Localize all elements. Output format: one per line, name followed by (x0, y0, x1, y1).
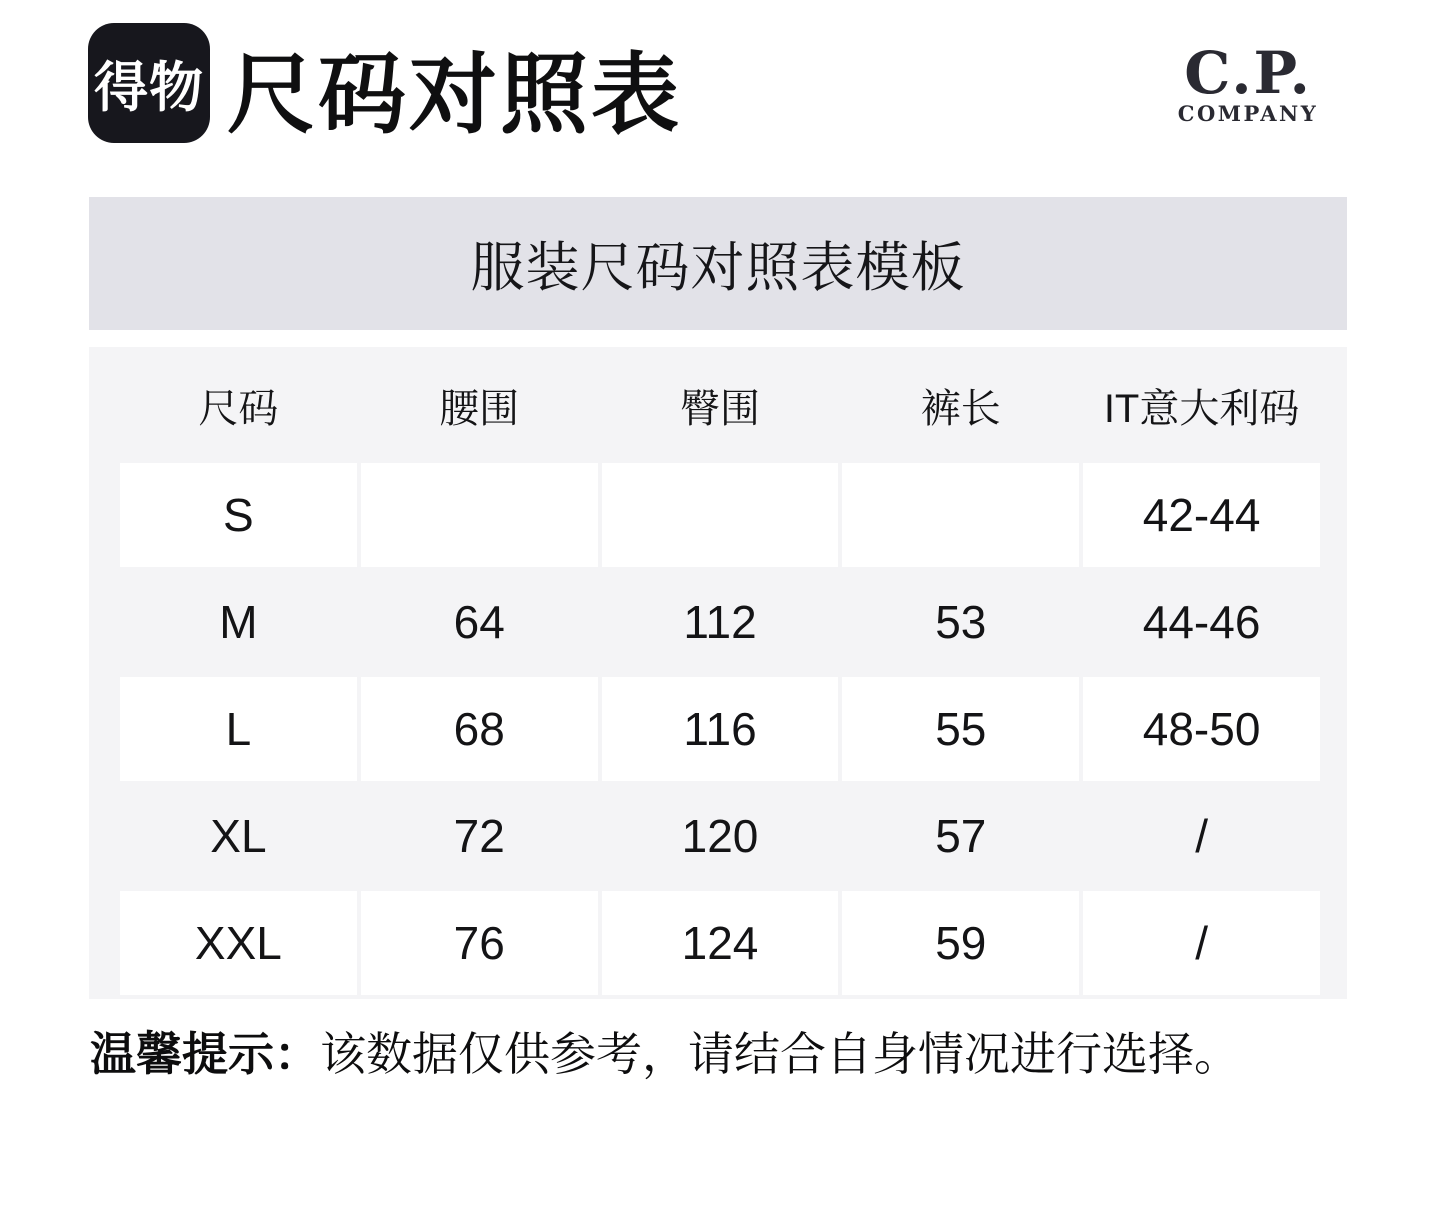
table-cell (842, 463, 1079, 567)
brand-name-company: COMPANY (1177, 101, 1319, 126)
table-cell (361, 463, 598, 567)
table-cell: 44-46 (1142, 596, 1261, 648)
table-cell: M (219, 596, 258, 648)
table-cell: 53 (935, 596, 987, 648)
table-cell: / (1083, 891, 1320, 995)
table-cell: 64 (453, 596, 505, 648)
table-cell: 68 (361, 677, 598, 781)
table-cell: 42-44 (1083, 463, 1320, 567)
column-header: 裤长 (920, 386, 1001, 431)
table-cell: L (120, 677, 357, 781)
table-cell: XL (210, 810, 267, 862)
table-cell: 124 (602, 891, 839, 995)
table-cell: 55 (842, 677, 1079, 781)
table-cell: XXL (120, 891, 357, 995)
table-cell: / (1195, 810, 1208, 862)
table-row (120, 784, 1320, 888)
column-header: IT意大利码 (1103, 386, 1300, 431)
dewu-logo-text: 得物 (94, 57, 204, 118)
table-row (120, 891, 1320, 995)
column-header: 腰围 (439, 386, 520, 431)
table-body (120, 463, 1320, 995)
table-cell: 112 (683, 596, 757, 648)
table-cell: 72 (453, 810, 505, 862)
table-cell: 116 (602, 677, 839, 781)
table-cell: 48-50 (1083, 677, 1320, 781)
table-row (120, 677, 1320, 781)
table-cell: 59 (842, 891, 1079, 995)
size-table (89, 347, 1347, 999)
table-cell: S (120, 463, 357, 567)
footer-note-label: 温馨提示： (90, 1028, 320, 1080)
column-header: 臀围 (679, 386, 760, 431)
table-cell: 57 (935, 810, 987, 862)
brand-name-cp: C.P. (1184, 39, 1312, 107)
footer-note (90, 1022, 1240, 1086)
footer-note-text: 该数据仅供参考，请结合自身情况进行选择。 (320, 1028, 1240, 1080)
table-header-row (120, 347, 1320, 463)
page-title: 尺码对照表 (227, 45, 683, 144)
brand-logo (1168, 39, 1328, 126)
table-row (120, 463, 1320, 567)
table-title-banner (89, 197, 1347, 330)
dewu-logo (88, 23, 210, 143)
table-cell: 76 (361, 891, 598, 995)
table-cell: 120 (681, 810, 759, 862)
table-title-text: 服装尺码对照表模板 (470, 238, 966, 298)
table-cell (602, 463, 839, 567)
table-row (120, 570, 1320, 674)
column-header: 尺码 (198, 386, 279, 431)
